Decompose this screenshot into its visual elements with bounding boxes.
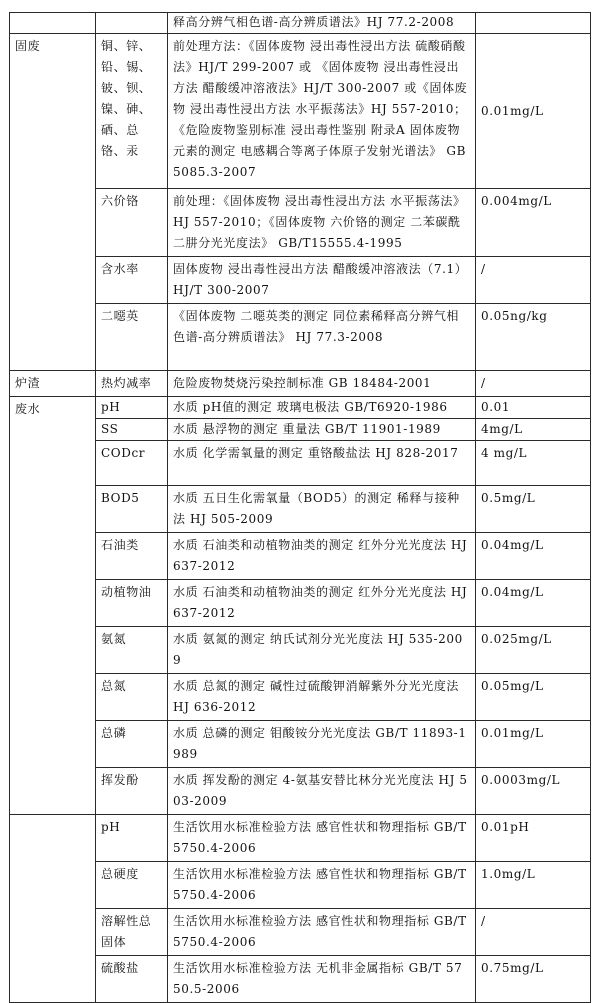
limit-cell: 0.004mg/L: [476, 189, 591, 257]
limit-cell: 0.01pH: [476, 815, 591, 862]
method-cell: 前处理方法：《固体废物 浸出毒性浸出方法 硫酸硝酸法》HJ/T 299-2007 或 《固体废物 浸出毒性浸出方法 醋酸缓冲溶液法》HJ/T 300-2007 或《固体废物 浸出毒性浸出方法 水平振荡法》HJ 557-2010；《危险废物鉴别标准 浸出毒性鉴别 附录A 固体废物 元素的测定 电感耦合等离子体原子发射光谱法》 GB5085.3-2007: [168, 34, 476, 189]
table-row: [10, 189, 591, 257]
method-cell: 危险废物焚烧污染控制标准 GB 18484-2001: [168, 371, 476, 397]
table-row: [10, 441, 591, 486]
limit-cell: [476, 13, 591, 34]
method-cell: 水质 五日生化需氧量（BOD5）的测定 稀释与接种法 HJ 505-2009: [168, 486, 476, 533]
method-cell: 释高分辨气相色谱-高分辨质谱法》HJ 77.2-2008: [168, 13, 476, 34]
method-cell: 水质 石油类和动植物油类的测定 红外分光光度法 HJ 637-2012: [168, 580, 476, 627]
table-row: [10, 627, 591, 674]
limit-cell: 0.0003mg/L: [476, 768, 591, 815]
limit-cell: 1.0mg/L: [476, 862, 591, 909]
limit-cell: /: [476, 257, 591, 304]
table-row: [10, 721, 591, 768]
table-row: [10, 304, 591, 371]
item-cell: 动植物油: [96, 580, 168, 627]
table-row: [10, 486, 591, 533]
table-row: [10, 257, 591, 304]
item-cell: SS: [96, 419, 168, 441]
table-row: [10, 768, 591, 815]
item-cell: 总磷: [96, 721, 168, 768]
table-row: [10, 909, 591, 956]
limit-cell: 0.04mg/L: [476, 580, 591, 627]
method-cell: 前处理：《固体废物 浸出毒性浸出方法 水平振荡法》HJ 557-2010；《固体废物 六价铬的测定 二苯碳酰二肼分光光度法》 GB/T15555.4-1995: [168, 189, 476, 257]
limit-cell: 4mg/L: [476, 419, 591, 441]
method-cell: 水质 石油类和动植物油类的测定 红外分光光度法 HJ 637-2012: [168, 533, 476, 580]
item-cell: BOD5: [96, 486, 168, 533]
limit-cell: 0.04mg/L: [476, 533, 591, 580]
table-row: [10, 419, 591, 441]
item-cell: 总硬度: [96, 862, 168, 909]
table-row: [10, 956, 591, 1003]
item-cell: 六价铬: [96, 189, 168, 257]
item-cell: 氨氮: [96, 627, 168, 674]
limit-cell: 0.01mg/L: [476, 721, 591, 768]
item-cell: pH: [96, 397, 168, 419]
item-cell: pH: [96, 815, 168, 862]
item-cell: CODcr: [96, 441, 168, 486]
limit-cell: 0.01mg/L: [476, 34, 591, 189]
item-cell: 石油类: [96, 533, 168, 580]
method-cell: 水质 化学需氧量的测定 重铬酸盐法 HJ 828-2017: [168, 441, 476, 486]
table-row: [10, 397, 591, 419]
limit-cell: /: [476, 371, 591, 397]
method-cell: 水质 pH值的测定 玻璃电极法 GB/T6920-1986: [168, 397, 476, 419]
limit-cell: 0.75mg/L: [476, 956, 591, 1003]
limit-cell: 0.01: [476, 397, 591, 419]
method-cell: 生活饮用水标准检验方法 无机非金属指标 GB/T 5750.5-2006: [168, 956, 476, 1003]
item-cell: 挥发酚: [96, 768, 168, 815]
item-cell: 二噁英: [96, 304, 168, 371]
method-cell: 水质 总磷的测定 钼酸铵分光光度法 GB/T 11893-1989: [168, 721, 476, 768]
table-row: [10, 674, 591, 721]
item-cell: [96, 13, 168, 34]
limit-cell: 0.025mg/L: [476, 627, 591, 674]
item-cell: 硫酸盐: [96, 956, 168, 1003]
limit-cell: 0.05ng/kg: [476, 304, 591, 371]
limit-cell: 0.05mg/L: [476, 674, 591, 721]
method-cell: 水质 总氮的测定 碱性过硫酸钾消解紫外分光光度法 HJ 636-2012: [168, 674, 476, 721]
method-cell: 固体废物 浸出毒性浸出方法 醋酸缓冲溶液法（7.1） HJ/T 300-2007: [168, 257, 476, 304]
limit-cell: 4 mg/L: [476, 441, 591, 486]
limit-cell: 0.5mg/L: [476, 486, 591, 533]
table-row: [10, 862, 591, 909]
table-row: [10, 34, 591, 189]
method-cell: 水质 氨氮的测定 纳氏试剂分光光度法 HJ 535-2009: [168, 627, 476, 674]
limit-cell: /: [476, 909, 591, 956]
item-cell: 铜、锌、铅、锡、铍、钡、镍、砷、硒、总铬、汞: [96, 34, 168, 189]
table-row: [10, 371, 591, 397]
method-cell: 生活饮用水标准检验方法 感官性状和物理指标 GB/T 5750.4-2006: [168, 909, 476, 956]
method-cell: 生活饮用水标准检验方法 感官性状和物理指标 GB/T 5750.4-2006: [168, 815, 476, 862]
item-cell: 溶解性总固体: [96, 909, 168, 956]
table-row: [10, 815, 591, 862]
category-cell: [10, 13, 96, 34]
table-row: [10, 580, 591, 627]
table-row: [10, 533, 591, 580]
table-row: [10, 13, 591, 34]
method-cell: 水质 悬浮物的测定 重量法 GB/T 11901-1989: [168, 419, 476, 441]
category-slag: 炉渣: [10, 371, 96, 397]
category-cell: [10, 815, 96, 1003]
method-cell: 《固体废物 二噁英类的测定 同位素稀释高分辨气相色谱-高分辨质谱法》 HJ 77.3-2008: [168, 304, 476, 371]
category-waste-water: 废水: [10, 397, 96, 815]
method-cell: 水质 挥发酚的测定 4-氨基安替比林分光光度法 HJ 503-2009: [168, 768, 476, 815]
monitoring-methods-table: [9, 12, 591, 1003]
method-cell: 生活饮用水标准检验方法 感官性状和物理指标 GB/T 5750.4-2006: [168, 862, 476, 909]
item-cell: 热灼减率: [96, 371, 168, 397]
item-cell: 含水率: [96, 257, 168, 304]
item-cell: 总氮: [96, 674, 168, 721]
category-solid-waste: 固废: [10, 34, 96, 371]
